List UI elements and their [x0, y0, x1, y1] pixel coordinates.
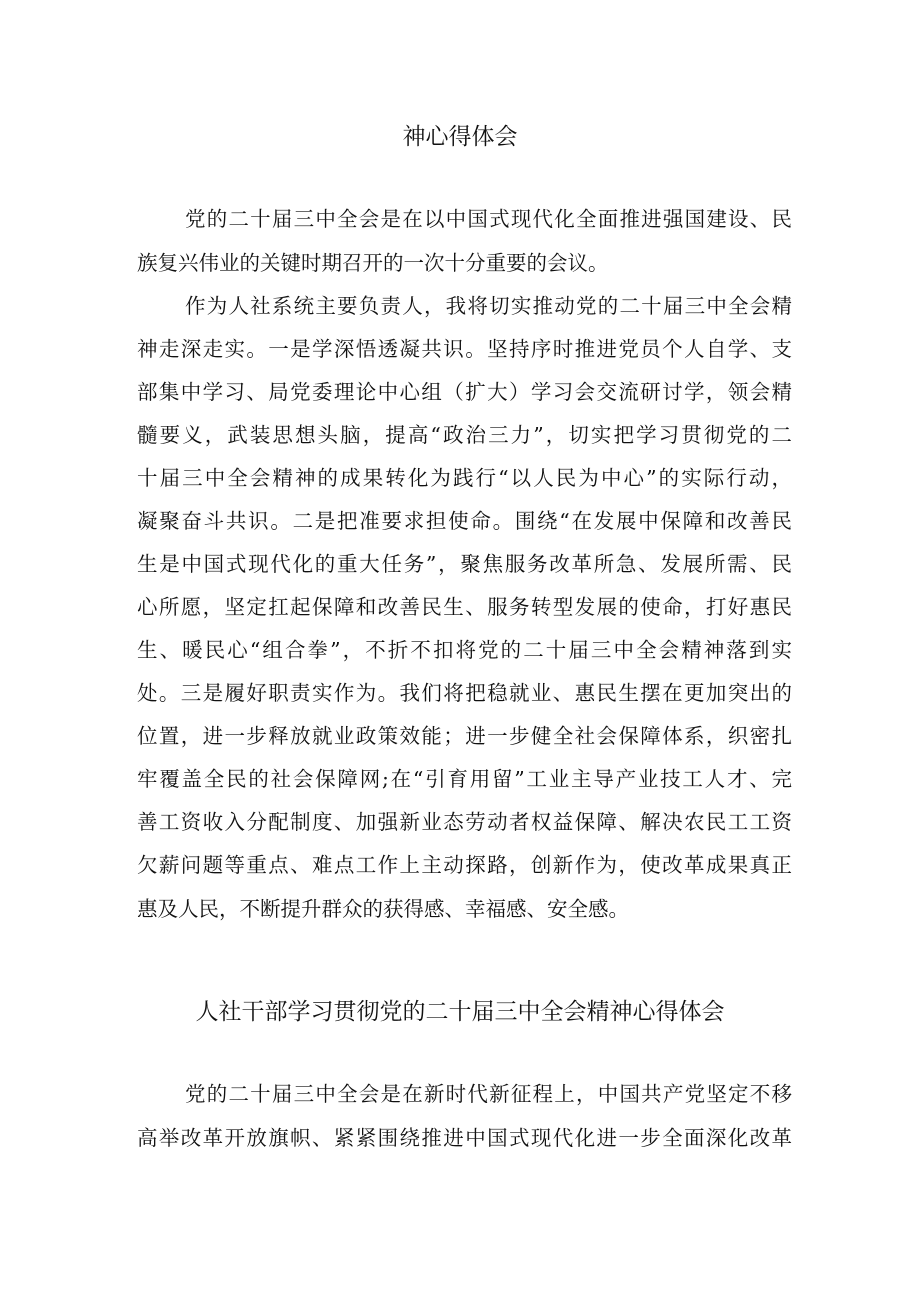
paragraph-line: 神走深走实。一是学深悟透凝共识。坚持序时推进党员个人自学、支 — [137, 337, 792, 361]
paragraph-line: 高举改革开放旗帜、紧紧围绕推进中国式现代化进一步全面深化改革 — [137, 1126, 792, 1150]
paragraph-line: 欠薪问题等重点、难点工作上主动探路，创新作为，使改革成果真正 — [137, 853, 792, 877]
paragraph-line: 生、暖民心“组合拳”，不折不扣将党的二十届三中全会精神落到实 — [137, 638, 792, 662]
paragraph-line: 处。三是履好职责实作为。我们将把稳就业、惠民生摆在更加突出的 — [137, 681, 792, 705]
paragraph-line: 牢覆盖全民的社会保障网;在“引育用留”工业主导产业技工人才、完 — [137, 767, 792, 791]
paragraph-line: 善工资收入分配制度、加强新业态劳动者权益保障、解决农民工工资 — [137, 810, 792, 834]
paragraph-line: 位置，进一步释放就业政策效能；进一步健全社会保障体系，织密扎 — [137, 724, 792, 748]
paragraph-line: 党的二十届三中全会是在新时代新征程上，中国共产党坚定不移 — [185, 1082, 792, 1106]
section-title: 人社干部学习贯彻党的二十届三中全会精神心得体会 — [195, 999, 725, 1025]
section-title: 神心得体会 — [402, 124, 518, 150]
paragraph-line: 髓要义，武装思想头脑，提高“政治三力”，切实把学习贯彻党的二 — [137, 423, 792, 447]
paragraph-line: 作为人社系统主要负责人，我将切实推动党的二十届三中全会精 — [185, 294, 792, 318]
paragraph-line: 凝聚奋斗共识。二是把准要求担使命。围绕“在发展中保障和改善民 — [137, 509, 792, 533]
paragraph-line: 惠及人民，不断提升群众的获得感、幸福感、安全感。 — [137, 897, 629, 921]
paragraph-line: 十届三中全会精神的成果转化为践行“以人民为中心”的实际行动， — [137, 466, 792, 490]
paragraph-line: 党的二十届三中全会是在以中国式现代化全面推进强国建设、民 — [185, 207, 792, 231]
paragraph-line: 心所愿，坚定扛起保障和改善民生、服务转型发展的使命，打好惠民 — [137, 595, 792, 619]
paragraph-line: 生是中国式现代化的重大任务”，聚焦服务改革所急、发展所需、民 — [137, 552, 792, 576]
paragraph-line: 部集中学习、局党委理论中心组（扩大）学习会交流研讨学，领会精 — [137, 380, 792, 404]
paragraph-line: 族复兴伟业的关键时期召开的一次十分重要的会议。 — [137, 251, 609, 275]
